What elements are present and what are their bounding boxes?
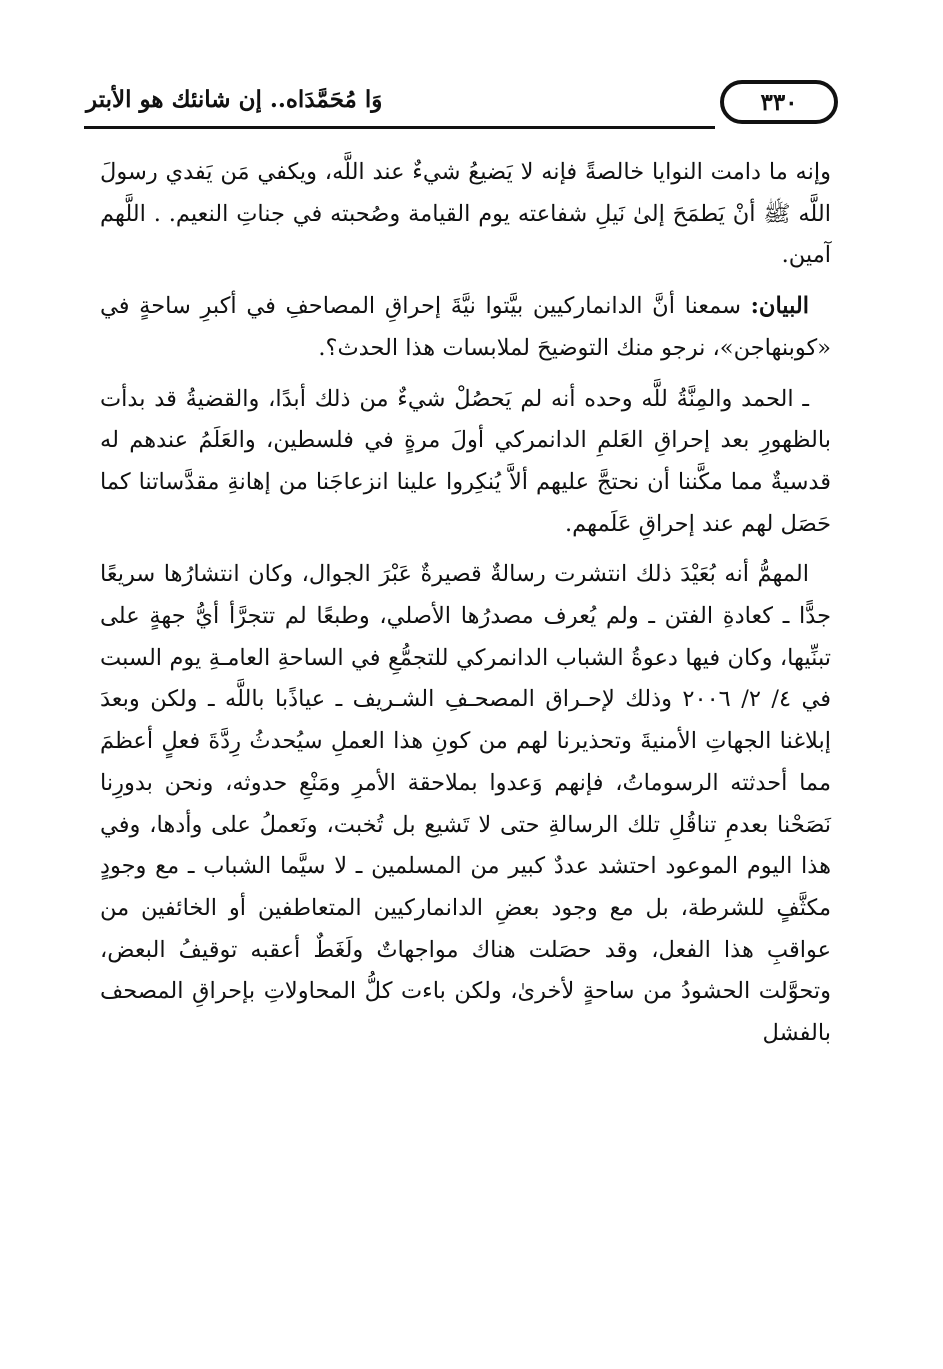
paragraph: [100, 152, 831, 277]
answer-paragraph: [100, 379, 831, 546]
header-title: وَا مُحَمَّدَاه.. إن شانئك هو الأبتر: [86, 86, 383, 113]
question-label: البيان:: [750, 293, 809, 320]
paragraph-text: ـ الحمد والمِنَّةُ للَّه وحده أنه لم يَحصُلْ شيءٌ من ذلك أبدًا، والقضيةُ قد بدأت بالظهورِ بعد إحراقِ العَلمِ الدانمركي أولَ مرةٍ في فلسطين، والعَلَمُ عندهم له قدسيةٌ مما مكَّننا أن نحتجَّ عليهم ألاَّ يُنكِروا علينا انزعاجَنا من إهانةِ مقدَّساتنا كما حَصَل لهم عند إحراقِ عَلَمهم.: [100, 385, 831, 537]
question-paragraph: [100, 286, 831, 369]
paragraph-text: وإنه ما دامت النوايا خالصةً فإنه لا يَضيعُ شيءٌ عند اللَّه، ويكفي مَن يَفدي رسولَ اللَّه ﷺ أنْ يَطمَحَ إلىٰ نَيلِ شفاعته يوم القيامة وصُحبته في جناتِ النعيم. . اللَّهم آمين.: [100, 159, 831, 269]
running-header: [86, 80, 833, 130]
header-divider: [84, 126, 715, 129]
body-text: [100, 152, 831, 1055]
paragraph: [100, 554, 831, 1054]
paragraph-text: المهمُّ أنه بُعَيْدَ ذلك انتشرت رسالةٌ قصيرةٌ عَبْرَ الجوال، وكان انتشارُها سريعًا جدًّا ـ كعادةِ الفتن ـ ولم يُعرف مصدرُها الأصلي، وطبعًا لم تتجرَّأ أيُّ جهةٍ على تبنِّيها، وكان فيها دعوةُ الشباب الدانمركي للتجمُّعِ في الساحةِ العامـةِ يوم السبت في ٤/ ٢/ ٢٠٠٦ وذلك لإحـراق المصحـفِ الشـريف ـ عياذًبا باللَّه ـ ولكن وبعدَ إبلاغنا الجهاتِ الأمنيةَ وتحذيرنا لهم من كونِ هذا العملِ سيُحدثُ رِدَّةَ فعلٍ أعظمَ مما أحدثته الرسوماتُ، فإنهم وَعدوا بملاحقة الأمرِ ومَنْعِ حدوثه، ونحن بدورِنا نَصَحْنا بعدمِ تناقُلِ تلك الرسالةِ حتى لا تَشيع بل تُخبت، ونَعملُ على وأدها، وفي هذا اليوم الموعود احتشد عددٌ كبير من المسلمين ـ لا سيَّما الشباب ـ مع وجودٍ مكثَّفٍ للشرطة، بل مع وجود بعضِ الدانماركيين المتعاطفين أو الخائفين من عواقبِ هذا الفعل، وقد حصَلت هناك مواجهاتٌ ولَغَطٌ أعقبه توقيفُ البعض، وتحوَّلت الحشودُ من ساحةٍ لأخرىٰ، ولكن باءت كلُّ المحاولاتِ بإحراقِ المصحف بالفشل: [100, 561, 832, 1047]
paragraph-text: سمعنا أنَّ الدانماركيين بيَّتوا نيَّةَ إحراقِ المصاحفِ في أكبرِ ساحةٍ في «كوبنهاجن»، نرجو منك التوضيحَ لملابسات هذا الحدث؟.: [100, 293, 831, 361]
page-number-badge: ٣٣٠: [720, 80, 838, 124]
